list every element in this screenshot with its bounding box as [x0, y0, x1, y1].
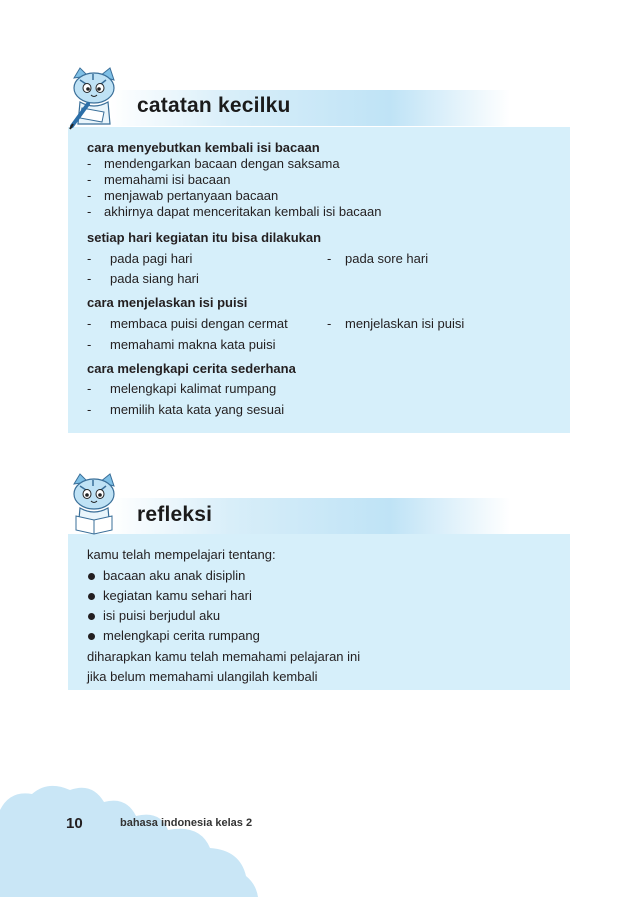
group-heading: setiap hari kegiatan itu bisa dilakukan: [87, 230, 322, 245]
bullet-item: bacaan aku anak disiplin: [103, 568, 246, 583]
list-item: menjelaskan isi puisi: [345, 316, 465, 331]
dash-marker: -: [87, 316, 92, 331]
dash-marker: -: [327, 251, 332, 266]
dash-marker: -: [87, 337, 92, 352]
bullet-item: kegiatan kamu sehari hari: [103, 588, 252, 603]
list-item: pada sore hari: [345, 251, 429, 266]
catatan-title: catatan kecilku: [137, 94, 291, 117]
group-heading: cara menyebutkan kembali isi bacaan: [87, 140, 320, 155]
dash-marker: -: [327, 316, 332, 331]
list-item: memahami makna kata puisi: [110, 337, 276, 352]
refleksi-closing: jika belum memahami ulangilah kembali: [87, 669, 318, 684]
list-item: akhirnya dapat menceritakan kembali isi bacaan: [104, 204, 382, 219]
list-item: pada pagi hari: [110, 251, 193, 266]
refleksi-intro: kamu telah mempelajari tentang:: [87, 547, 276, 562]
dash-marker: -: [87, 172, 92, 187]
bullet-dot: [88, 613, 95, 620]
refleksi-title: refleksi: [137, 503, 213, 526]
dash-marker: -: [87, 251, 92, 266]
list-item: memilih kata kata yang sesuai: [110, 402, 285, 417]
bullet-dot: [88, 593, 95, 600]
list-item: melengkapi kalimat rumpang: [110, 381, 277, 396]
page-number: 10: [66, 815, 83, 832]
dash-marker: -: [87, 271, 92, 286]
cat-mascot-writing-icon: [66, 66, 124, 132]
dash-marker: -: [87, 402, 92, 417]
dash-marker: -: [87, 204, 92, 219]
bullet-item: isi puisi berjudul aku: [103, 608, 221, 623]
bullet-dot: [88, 633, 95, 640]
bullet-dot: [88, 573, 95, 580]
cloud-decoration-icon: [0, 780, 260, 897]
dash-marker: -: [87, 156, 92, 171]
refleksi-closing: diharapkan kamu telah memahami pelajaran ini: [87, 649, 361, 664]
group-heading: cara menjelaskan isi puisi: [87, 295, 248, 310]
dash-marker: -: [87, 188, 92, 203]
dash-marker: -: [87, 381, 92, 396]
list-item: mendengarkan bacaan dengan saksama: [104, 156, 340, 171]
list-item: membaca puisi dengan cermat: [110, 316, 288, 331]
group-heading: cara melengkapi cerita sederhana: [87, 361, 296, 376]
list-item: menjawab pertanyaan bacaan: [104, 188, 279, 203]
list-item: memahami isi bacaan: [104, 172, 231, 187]
cat-mascot-reading-icon: [66, 472, 124, 536]
list-item: pada siang hari: [110, 271, 199, 286]
bullet-item: melengkapi cerita rumpang: [103, 628, 260, 643]
book-title: bahasa indonesia kelas 2: [120, 817, 253, 829]
